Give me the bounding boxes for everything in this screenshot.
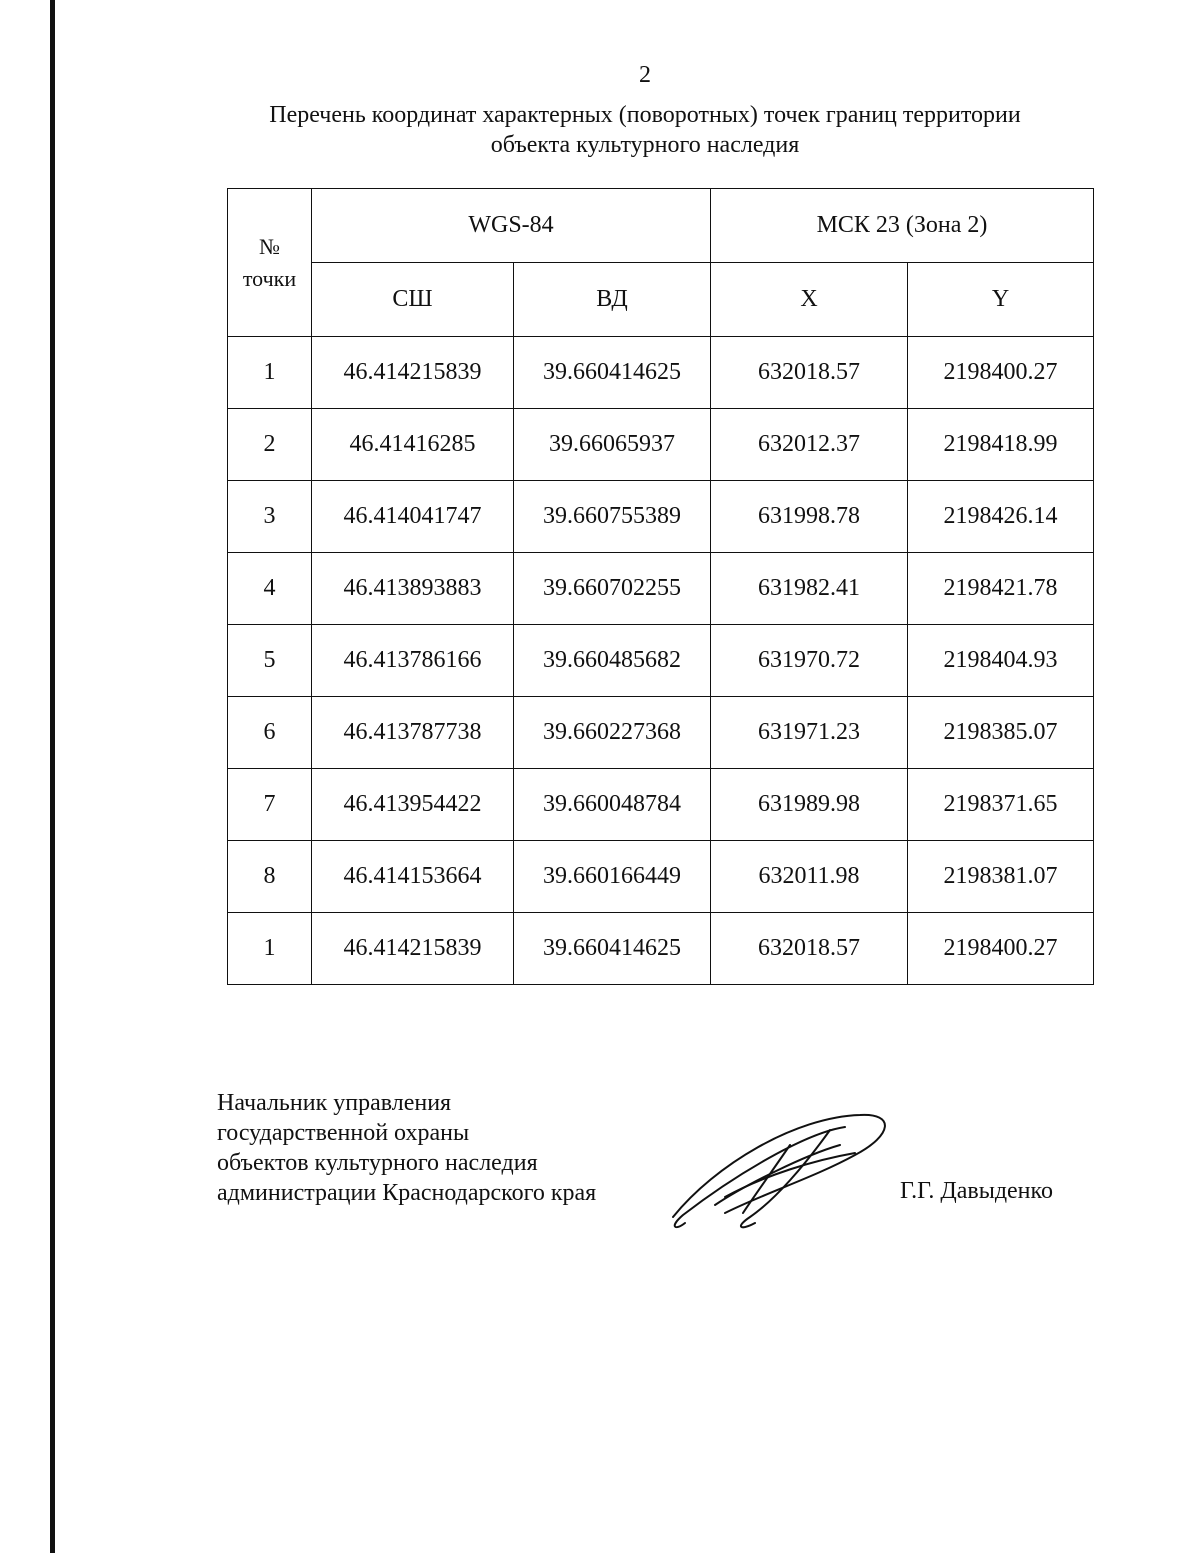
point-number: 7 — [228, 769, 312, 841]
x-coordinate: 631998.78 — [711, 481, 908, 553]
y-coordinate: 2198385.07 — [908, 697, 1094, 769]
number-symbol: № — [259, 233, 280, 259]
longitude: 39.660414625 — [514, 913, 711, 985]
x-coordinate: 631982.41 — [711, 553, 908, 625]
table-row — [228, 553, 1094, 625]
table-row — [228, 769, 1094, 841]
point-number-header — [228, 189, 312, 337]
longitude: 39.660702255 — [514, 553, 711, 625]
handwritten-signature — [655, 1105, 895, 1235]
y-coordinate: 2198426.14 — [908, 481, 1094, 553]
latitude: 46.414215839 — [312, 337, 514, 409]
longitude: 39.660414625 — [514, 337, 711, 409]
latitude: 46.413954422 — [312, 769, 514, 841]
point-number: 2 — [228, 409, 312, 481]
position-line-4: администрации Краснодарского края — [217, 1180, 597, 1206]
latitude-header: СШ — [312, 263, 514, 337]
y-header: Y — [908, 263, 1094, 337]
y-coordinate: 2198400.27 — [908, 913, 1094, 985]
table-row — [228, 337, 1094, 409]
table-row — [228, 697, 1094, 769]
point-number: 8 — [228, 841, 312, 913]
signatory-position — [217, 1088, 596, 1208]
table-row — [228, 409, 1094, 481]
y-coordinate: 2198400.27 — [908, 337, 1094, 409]
x-coordinate: 632018.57 — [711, 913, 908, 985]
y-coordinate: 2198381.07 — [908, 841, 1094, 913]
y-coordinate: 2198418.99 — [908, 409, 1094, 481]
y-coordinate: 2198371.65 — [908, 769, 1094, 841]
coordinates-table — [227, 188, 1094, 985]
point-number: 1 — [228, 337, 312, 409]
longitude-header: ВД — [514, 263, 711, 337]
table-row — [228, 481, 1094, 553]
header-row-groups — [228, 189, 1094, 263]
point-number: 6 — [228, 697, 312, 769]
latitude: 46.41416285 — [312, 409, 514, 481]
table-row — [228, 625, 1094, 697]
longitude: 39.660048784 — [514, 769, 711, 841]
x-coordinate: 631971.23 — [711, 697, 908, 769]
x-coordinate: 632011.98 — [711, 841, 908, 913]
left-margin-rule — [50, 0, 55, 1553]
msk23-group-header: МСК 23 (Зона 2) — [711, 189, 1094, 263]
y-coordinate: 2198421.78 — [908, 553, 1094, 625]
latitude: 46.414041747 — [312, 481, 514, 553]
title-line-1: Перечень координат характерных (поворотных) точек границ территории — [269, 102, 1021, 128]
document-title — [200, 100, 1090, 160]
latitude: 46.414153664 — [312, 841, 514, 913]
longitude: 39.66065937 — [514, 409, 711, 481]
position-line-3: объектов культурного наследия — [217, 1150, 538, 1176]
point-number: 5 — [228, 625, 312, 697]
x-coordinate: 631970.72 — [711, 625, 908, 697]
signer-name: Г.Г. Давыденко — [900, 1178, 1053, 1204]
longitude: 39.660485682 — [514, 625, 711, 697]
longitude: 39.660166449 — [514, 841, 711, 913]
y-coordinate: 2198404.93 — [908, 625, 1094, 697]
latitude: 46.413786166 — [312, 625, 514, 697]
x-coordinate: 632018.57 — [711, 337, 908, 409]
latitude: 46.414215839 — [312, 913, 514, 985]
wgs84-group-header: WGS-84 — [312, 189, 711, 263]
point-number: 1 — [228, 913, 312, 985]
x-coordinate: 631989.98 — [711, 769, 908, 841]
x-header: X — [711, 263, 908, 337]
latitude: 46.413893883 — [312, 553, 514, 625]
point-number: 4 — [228, 553, 312, 625]
page-number: 2 — [639, 62, 651, 88]
title-line-2: объекта культурного наследия — [490, 132, 800, 158]
table-row — [228, 841, 1094, 913]
point-number: 3 — [228, 481, 312, 553]
latitude: 46.413787738 — [312, 697, 514, 769]
table-row — [228, 913, 1094, 985]
header-row-columns — [228, 263, 1094, 337]
x-coordinate: 632012.37 — [711, 409, 908, 481]
longitude: 39.660227368 — [514, 697, 711, 769]
position-line-1: Начальник управления — [217, 1090, 452, 1116]
position-line-2: государственной охраны — [217, 1120, 470, 1146]
number-label: точки — [242, 265, 297, 291]
longitude: 39.660755389 — [514, 481, 711, 553]
